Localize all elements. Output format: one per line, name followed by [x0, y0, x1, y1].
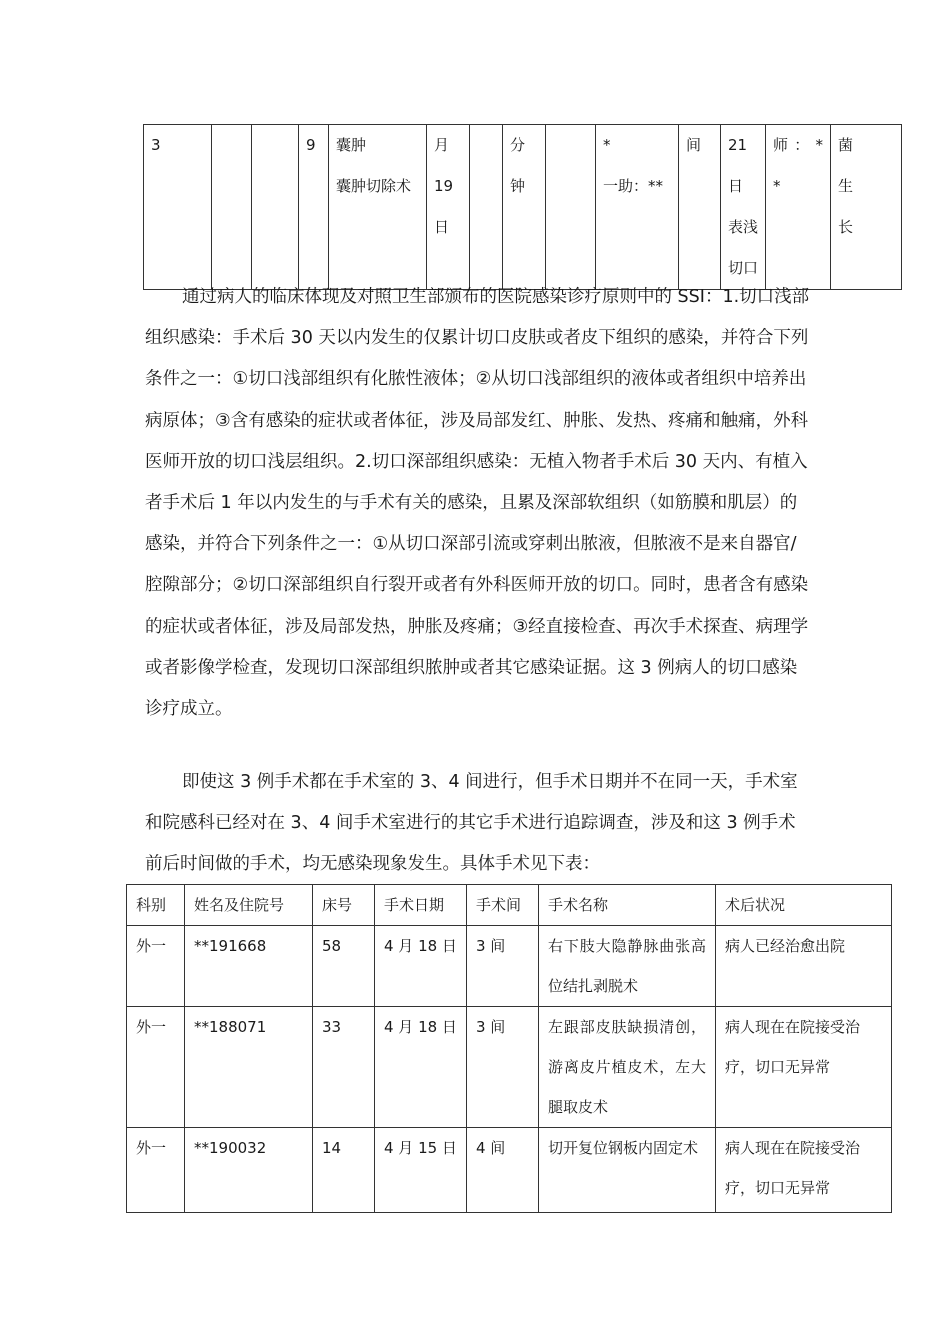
table-header-row: [127, 885, 892, 926]
table-row: [127, 1007, 892, 1128]
diagnosis-cell: [329, 125, 427, 290]
table-cell: [252, 125, 299, 290]
duration-cell: 分钟: [503, 125, 546, 290]
surgeon-text: *: [603, 136, 611, 154]
header-name-id: 姓名及住院号: [185, 885, 313, 926]
onset-site-text: 切口: [728, 259, 759, 277]
paragraph-text: 即使这 3 例手术都在手术室的 3、4 间进行，但手术日期并不在同一天，手术室和院感科已经对在 3、4 间手术室进行的其它手术进行追踪调查，涉及和这 3 例手术前后时间做的手术，均无感染现象发生。具体手术见下表：: [145, 772, 798, 875]
room-cell: 3 间: [467, 926, 539, 1007]
date-cell: 4 月 18 日: [375, 1007, 467, 1128]
department-cell: 外一: [127, 1007, 185, 1128]
date-cell: 4 月 15 日: [375, 1128, 467, 1213]
header-operation: 手术名称: [539, 885, 716, 926]
operation-cell: 右下肢大隐静脉曲张高位结扎剥脱术: [539, 926, 716, 1007]
date-cell: [427, 125, 470, 290]
header-bed: 床号: [313, 885, 375, 926]
table-cell: [212, 125, 252, 290]
table-row: [144, 125, 902, 290]
outcome-cell: 病人现在在院接受治疗，切口无异常: [716, 1007, 892, 1128]
outcome-cell: 病人已经治愈出院: [716, 926, 892, 1007]
month-text: 月: [434, 136, 450, 154]
doctor-text: 师：*: [773, 136, 823, 154]
room-cell: 间: [679, 125, 721, 290]
onset-cell: [721, 125, 766, 290]
patient-id-cell: **188071: [185, 1007, 313, 1128]
doctor-star-text: *: [773, 177, 781, 195]
department-cell: 外一: [127, 1128, 185, 1213]
case-number-cell: 3: [144, 125, 212, 290]
doctor-cell: [766, 125, 831, 290]
department-cell: 外一: [127, 926, 185, 1007]
paragraph-ssi-criteria: [145, 277, 810, 730]
header-department: 科别: [127, 885, 185, 926]
date-cell: 4 月 18 日: [375, 926, 467, 1007]
onset-day-text: 21: [728, 136, 748, 154]
bed-cell: 9: [299, 125, 329, 290]
header-date: 手术日期: [375, 885, 467, 926]
room-cell: 4 间: [467, 1128, 539, 1213]
table-cell: [470, 125, 503, 290]
table-row: [127, 926, 892, 1007]
surgeon-cell: [596, 125, 679, 290]
top-case-table: [143, 124, 902, 290]
bed-cell: 14: [313, 1128, 375, 1213]
header-room: 手术间: [467, 885, 539, 926]
table-cell: [546, 125, 596, 290]
paragraph-text: 通过病人的临床体现及对照卫生部颁布的医院感染诊疗原则中的 SSI：1.切口浅部组织感染：手术后 30 天以内发生的仅累计切口皮肤或者皮下组织的感染，并符合下列条件之一：①切口浅部组织有化脓性液体；②从切口浅部组织的液体或者组织中培养出病原体；③含有感染的症状或者体征，涉及局部发红、肿胀、发热、疼痛和触痛，外科医师开放的切口浅层组织。2.切口深部组织感染：无植入物者手术后 30 天内、有植入者手术后 1 年以内发生的与手术有关的感染，且累及深部软组织（如筋膜和肌层）的感染，并符合下列条件之一：①从切口深部引流或穿刺出脓液，但脓液不是来自器官/腔隙部分；②切口深部组织自行裂开或者有外科医师开放的切口。同时，患者含有感染的症状或者体征，涉及局部发热，肿胀及疼痛；③经直接检查、再次手术探查、病理学或者影像学检查，发现切口深部组织脓肿或者其它感染证据。这 3 例病人的切口感染诊疗成立。: [145, 287, 810, 720]
assistant-text: 一助：**: [603, 177, 664, 195]
culture-cell: 菌生长: [831, 125, 902, 290]
onset-type-text: 表浅: [728, 218, 759, 236]
bed-cell: 33: [313, 1007, 375, 1128]
surgery-list-table: [126, 884, 892, 1213]
patient-id-cell: **191668: [185, 926, 313, 1007]
room-cell: 3 间: [467, 1007, 539, 1128]
operation-cell: 切开复位钢板内固定术: [539, 1128, 716, 1213]
onset-day-unit-text: 日: [728, 177, 744, 195]
day-text: 19: [434, 177, 454, 195]
outcome-cell: 病人现在在院接受治疗，切口无异常: [716, 1128, 892, 1213]
bed-cell: 58: [313, 926, 375, 1007]
paragraph-followup: [145, 762, 810, 886]
day-unit-text: 日: [434, 218, 450, 236]
diagnosis-text: 囊肿: [336, 136, 367, 154]
operation-text: 囊肿切除术: [336, 177, 412, 195]
patient-id-cell: **190032: [185, 1128, 313, 1213]
table-row: [127, 1128, 892, 1213]
operation-cell: 左跟部皮肤缺损清创，游离皮片植皮术，左大腿取皮术: [539, 1007, 716, 1128]
header-outcome: 术后状况: [716, 885, 892, 926]
